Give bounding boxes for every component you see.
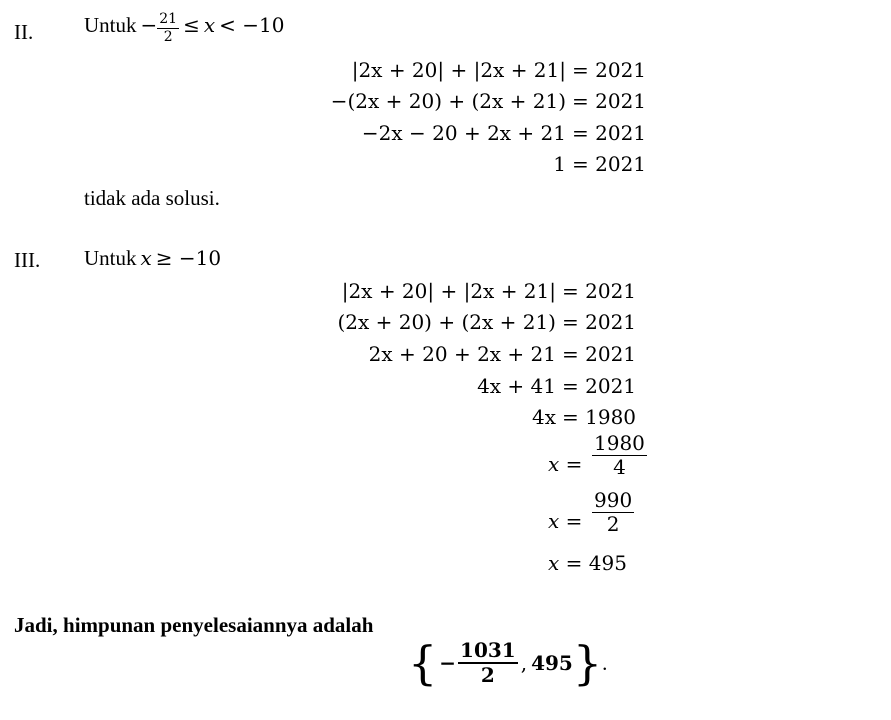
s3-cond-rest: ≥ −10 (155, 246, 222, 270)
s3-line1-lhs: |2x + 20| + |2x + 21| (341, 279, 556, 303)
s3-final-var: x (548, 551, 560, 575)
section-3-intro: Untuk (84, 246, 137, 270)
s3-frac1-lhs (548, 452, 582, 476)
s2-line3-lhs: −2x − 20 + 2x + 21 (361, 121, 566, 145)
summary-den: 2 (480, 663, 495, 687)
summary-value: 495 (531, 651, 573, 675)
s2-line1-lhs: |2x + 20| + |2x + 21| (351, 58, 566, 82)
s3-line5-rhs: = 1980 (562, 405, 637, 429)
s3-final-line (548, 551, 627, 575)
s3-frac2-lhs (548, 509, 582, 533)
s3-frac2 (592, 490, 634, 535)
s3-frac2-num: 990 (594, 488, 633, 512)
s2-line4-lhs: 1 (553, 152, 566, 176)
s2-line1-rhs: = 2021 (572, 58, 647, 82)
s3-line4-rhs: = 2021 (562, 374, 637, 398)
s2-conclusion: tidak ada solusi. (84, 186, 220, 210)
cond-minus: − (140, 12, 158, 37)
s3-line2-rhs: = 2021 (562, 310, 637, 334)
s2-line2-rhs: = 2021 (572, 89, 647, 113)
s3-line1-rhs: = 2021 (562, 279, 637, 303)
s3-line5-lhs: 4x (531, 405, 556, 429)
s2-line4-rhs: = 2021 (572, 152, 647, 176)
summary-solution-set (408, 636, 608, 690)
s3-frac1-num: 1980 (594, 431, 645, 455)
cond-fraction (157, 12, 179, 44)
cond-fraction-den: 2 (163, 28, 173, 45)
s3-frac1-den: 4 (613, 455, 626, 479)
s3-frac2-var: x (548, 509, 560, 533)
s3-cond-var: x (140, 246, 152, 270)
s3-frac1-var: x (548, 452, 560, 476)
section-3-numeral: III. (14, 248, 41, 272)
section-2-condition (84, 12, 284, 44)
cond-le: ≤ (183, 12, 200, 37)
s3-frac2-den: 2 (606, 512, 620, 536)
s3-line4-lhs: 4x + 41 (477, 374, 556, 398)
s3-frac2-fraction (592, 490, 634, 535)
summary-comma: , (520, 651, 528, 675)
s3-line2-lhs: (2x + 20) + (2x + 21) (337, 310, 556, 334)
s3-line3-lhs: 2x + 20 + 2x + 21 (368, 342, 556, 366)
section-2-intro: Untuk (84, 12, 137, 37)
cond-rest: < −10 (219, 12, 285, 37)
cond-fraction-num: 21 (159, 11, 178, 27)
s2-line2-lhs: −(2x + 20) + (2x + 21) (330, 89, 566, 113)
summary-num: 1031 (460, 638, 516, 662)
section-3-condition (84, 246, 221, 271)
s3-frac1-eq: = (565, 452, 583, 476)
summary-heading: Jadi, himpunan penyelesaiannya adalah (14, 613, 374, 637)
summary-minus: − (439, 651, 457, 675)
summary-period: . (602, 651, 608, 675)
section-2-numeral: II. (14, 20, 34, 44)
s3-frac1-fraction (592, 433, 647, 478)
s3-final-rhs: = 495 (565, 551, 627, 575)
s3-line3-rhs: = 2021 (562, 342, 637, 366)
open-brace: { (408, 636, 438, 690)
s3-frac2-eq: = (565, 509, 583, 533)
cond-var: x (203, 12, 216, 37)
s3-frac1 (592, 433, 647, 478)
s2-line3-rhs: = 2021 (572, 121, 647, 145)
close-brace: } (572, 636, 603, 690)
summary-fraction (458, 640, 518, 686)
